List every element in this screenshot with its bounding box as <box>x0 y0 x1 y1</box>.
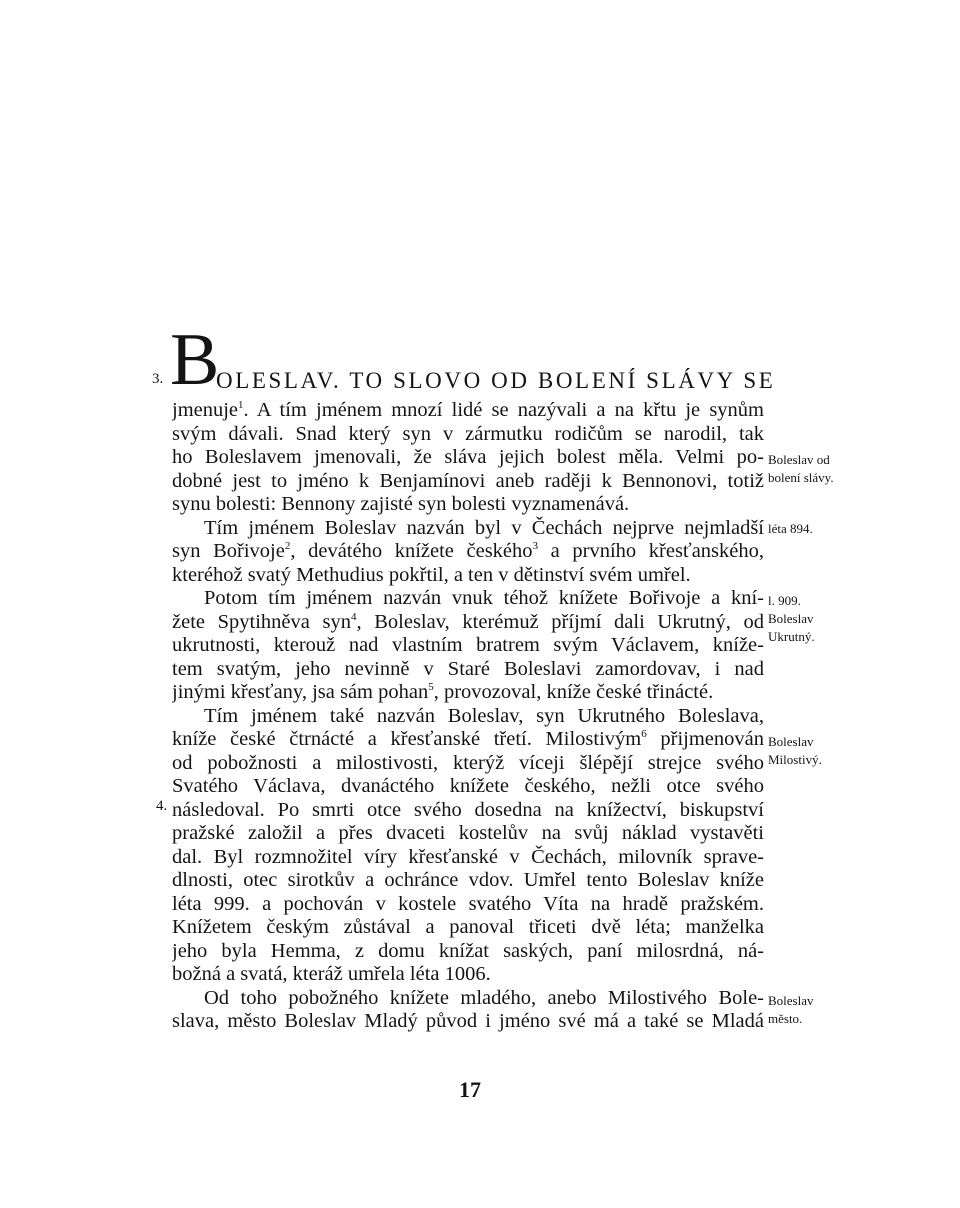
text-line: tem svatým, jeho nevinně v Staré Boleslavi zamordovav, i nad <box>172 657 764 680</box>
text-line: dal. Byl rozmnožitel víry křesťanské v Čechách, milovník sprave- <box>172 845 764 868</box>
sidenote: Boleslav město. <box>768 993 814 1026</box>
section-number: 3. <box>152 371 164 387</box>
sidenote: Boleslav od bolení slávy. <box>768 452 834 485</box>
page-number: 17 <box>459 1077 481 1102</box>
text-line: Svatého Václava, dvanáctého knížete českého, nežli otce svého <box>172 775 764 797</box>
text-line: Potom tím jménem nazván vnuk téhož knížete Bořivoje a kní- <box>204 587 764 609</box>
text-line: následoval. Po smrti otce svého dosedna na knížectví, biskupství <box>172 798 764 821</box>
sidenote: Boleslav Milostivý. <box>768 734 822 767</box>
text-line: syn Bořivoje$^2$, devátého knížete českého$^3$ a prvního křesťanského, <box>172 540 764 562</box>
heading-caps: OLESLAV. TO SLOVO OD BOLENÍ SLÁVY SE <box>216 368 776 393</box>
text-line: jeho byla Hemma, z domu knížat saských, paní milosrdná, ná- <box>172 939 764 962</box>
text-line: Knížetem českým zůstával a panoval třiceti dvě léta; manželka <box>172 916 764 938</box>
text-line: dobné jest to jméno k Benjamínovi aneb raději k Bennonovi, totiž <box>172 469 764 492</box>
text-line: synu bolesti: Bennony zajisté syn bolesti vyznamenává. <box>172 493 630 515</box>
text-line: jmenuje$^1$. A tím jménem mnozí lidé se nazývali a na křtu je synům <box>172 399 764 421</box>
text-line: kteréhož svatý Methudius pokřtil, a ten v dětinství svém umřel. <box>172 563 691 586</box>
sidenote: l. 909. Boleslav Ukrutný. <box>768 593 815 644</box>
text-line: žete Spytihněva syn$^4$, Boleslav, kterémuž příjmí dali Ukrutný, od <box>172 610 764 633</box>
text-line: pražské založil a přes dvaceti kostelův na svůj náklad vystavěti <box>172 822 764 844</box>
text-line: slava, město Boleslav Mladý původ i jméno své má a také se Mladá <box>172 1010 764 1032</box>
text-line: jinými křesťany, jsa sám pohan$^5$, provozoval, kníže české třinácté. <box>172 681 714 703</box>
chapter-heading <box>152 319 776 401</box>
text-line: Tím jménem Boleslav nazván byl v Čechách nejprve nejmladší <box>204 516 764 539</box>
section-number-4: 4. <box>156 798 168 814</box>
text-line: svým dávali. Snad který syn v zármutku rodičům se narodil, tak <box>172 422 764 445</box>
text-line: léta 999. a pochován v kostele svatého Víta na hradě pražském. <box>172 892 764 915</box>
text-line: božná a svatá, kteráž umřela léta 1006. <box>172 963 491 985</box>
text-line: Tím jménem také nazván Boleslav, syn Ukrutného Boleslava, <box>204 704 764 727</box>
text-line: dlnosti, otec sirotkův a ochránce vdov. Umřel tento Boleslav kníže <box>172 869 764 891</box>
text-line: Od toho pobožného knížete mladého, anebo Milostivého Bole- <box>204 986 764 1009</box>
drop-cap: B <box>170 319 220 401</box>
text-line: ho Boleslavem jmenovali, že sláva jejich bolest měla. Velmi po- <box>172 446 764 468</box>
text-line: ukrutnosti, kterouž nad vlastním bratrem svým Václavem, kníže- <box>172 634 764 656</box>
text-line: kníže české čtrnácté a křesťanské třetí. Milostivým$^6$ přijmenován <box>172 728 764 750</box>
sidenote: léta 894. <box>768 521 813 536</box>
text-line: od pobožnosti a milostivosti, kterýž víceji šlépějí strejce svého <box>172 751 764 774</box>
